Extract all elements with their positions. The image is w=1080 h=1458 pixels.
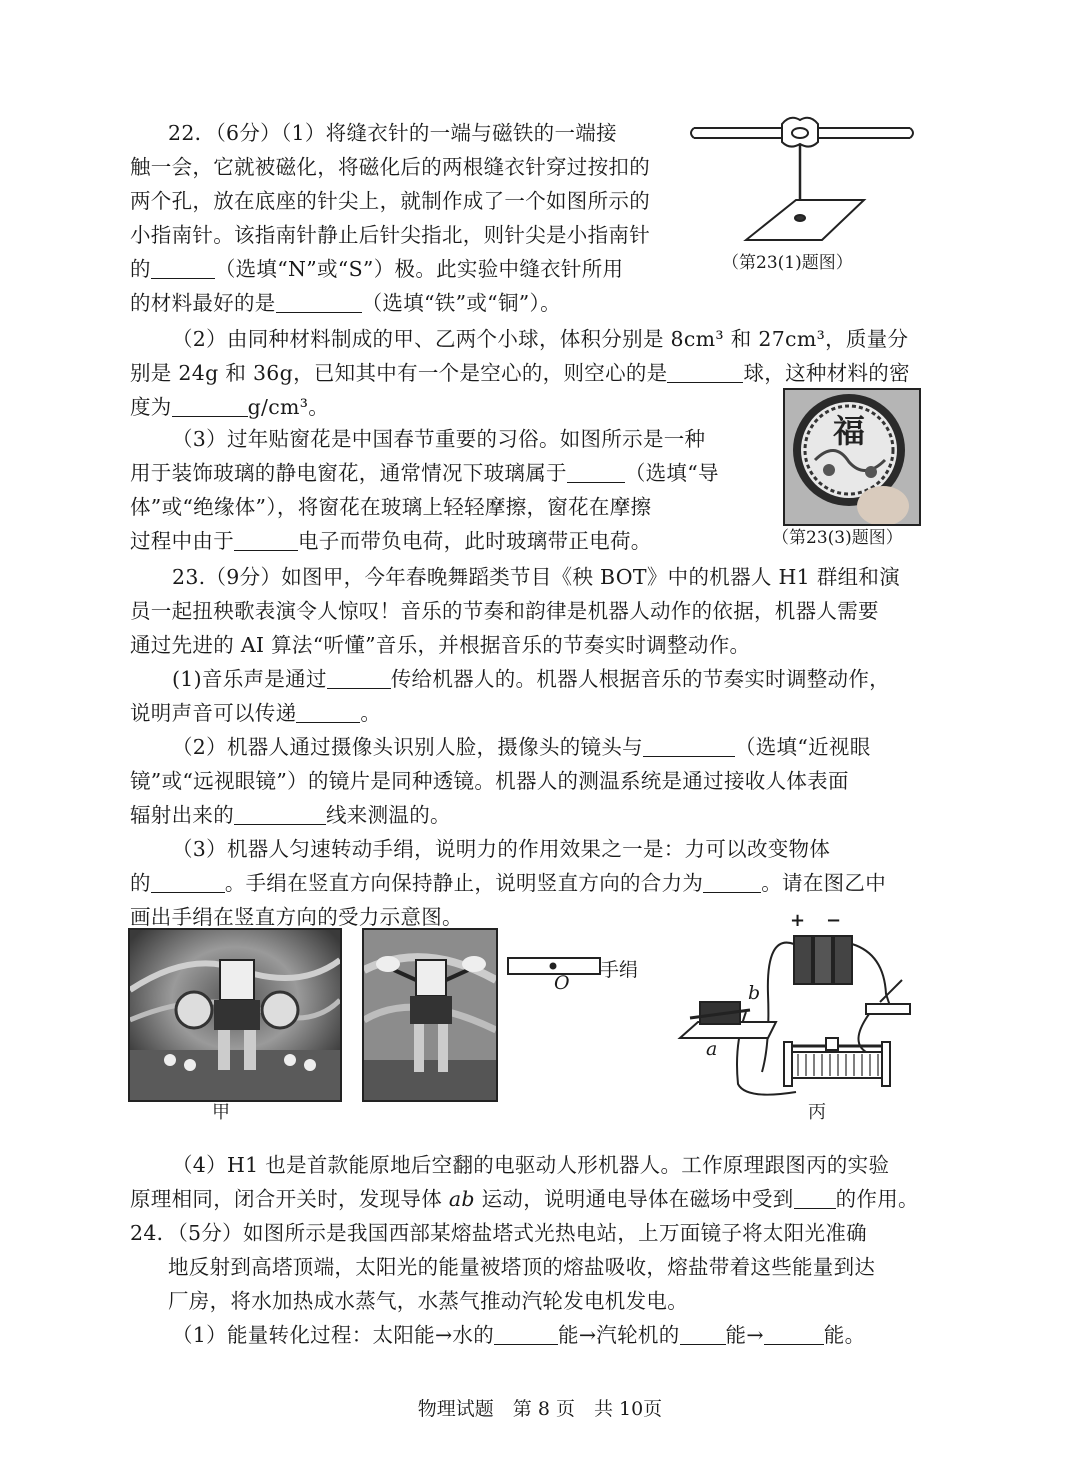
q22-text: g/cm³。 <box>247 395 330 419</box>
answer-blank-turbine-energy[interactable] <box>680 1322 726 1345</box>
answer-blank-material[interactable] <box>276 290 362 313</box>
answer-blank-net-force[interactable] <box>703 870 761 893</box>
q22-part2-line-2 <box>130 358 910 388</box>
q23-line-2: 员一起扭秧歌表演令人惊叹！音乐的节奏和韵律是机器人动作的依据，机器人需要 <box>130 599 879 623</box>
fu-character: 福 <box>833 412 866 450</box>
q23-text: 说明声音可以传递 <box>130 701 297 725</box>
answer-blank-final-energy[interactable] <box>764 1322 824 1345</box>
answer-blank-glass-type[interactable] <box>567 460 625 483</box>
q22-text: 用于装饰玻璃的静电窗花，通常情况下玻璃属于 <box>130 461 567 485</box>
q23-text: 的 <box>130 871 151 895</box>
battery-plus-label: + <box>790 910 806 931</box>
q22-part2-line-1: （2）由同种材料制成的甲、乙两个小球，体积分别是 8cm³ 和 27cm³，质量分 <box>172 327 909 351</box>
q22-line-5 <box>130 254 623 284</box>
q22-part3-line-3: 体”或“绝缘体”），将窗花在玻璃上轻轻摩擦，窗花在摩擦 <box>130 495 652 519</box>
q22-line-2: 触一会，它就被磁化，将磁化后的两根缝衣针穿过按扣的 <box>130 155 650 179</box>
q23-part3-line-2 <box>130 868 886 898</box>
conductor-b-label: b <box>748 982 761 1004</box>
figure-label-bing: 丙 <box>808 1102 826 1123</box>
q23-part1-line-1 <box>172 664 890 694</box>
q23-part2-line-2: 镜”或“远视眼镜”）的镜片是同种透镜。机器人的测温系统是通过接收人体表面 <box>130 769 849 793</box>
q23-line-1: 23.（9分）如图甲，今年春晚舞蹈类节目《秧 BOT》中的机器人 H1 群组和演 <box>172 565 901 589</box>
q22-text: 电子而带负电荷，此时玻璃带正电荷。 <box>298 529 652 553</box>
page-footer: 物理试题 第 8 页 共 10页 <box>417 1398 663 1420</box>
answer-blank-pole[interactable] <box>151 256 215 279</box>
q23-text: 原理相同，闭合开关时，发现导体 <box>130 1187 449 1211</box>
q23-text: （选填“近视眼 <box>734 735 871 759</box>
q22-text: 别是 24g 和 36g，已知其中有一个是空心的，则空心的是 <box>130 361 668 385</box>
window-flower-photo <box>783 388 921 526</box>
q23-line-3: 通过先进的 AI 算法“听懂”音乐，并根据音乐的节奏实时调整动作。 <box>130 633 751 657</box>
answer-blank-ray-type[interactable] <box>234 802 326 825</box>
figure-label-jia: 甲 <box>212 1102 230 1123</box>
q23-text: 。 <box>360 701 382 725</box>
q23-part3-line-1: （3）机器人匀速转动手绢，说明力的作用效果之一是：力可以改变物体 <box>172 837 831 861</box>
q22-part3-line-1: （3）过年贴窗花是中国春节重要的习俗。如图所示是一种 <box>172 427 706 451</box>
q24-line-1: 24．（5分）如图所示是我国西部某熔盐塔式光热电站，上万面镜子将太阳光准确 <box>130 1221 867 1245</box>
battery-minus-label: − <box>826 910 842 931</box>
q23-text: 线来测温的。 <box>326 803 451 827</box>
q24-text: 能→汽轮机的 <box>558 1323 680 1347</box>
q22-part2-line-3 <box>130 392 329 422</box>
q23-text: 辐射出来的 <box>130 803 234 827</box>
q23-text: (1)音乐声是通过 <box>172 667 327 691</box>
q24-text: 能→ <box>725 1323 764 1347</box>
q22-text: （选填“导 <box>624 461 719 485</box>
robot-handkerchief-photo-yi <box>362 928 498 1102</box>
q24-text: 能。 <box>823 1323 866 1347</box>
answer-blank-lens[interactable] <box>643 734 735 757</box>
q22-line-6 <box>130 288 561 318</box>
q23-text: 传给机器人的。机器人根据音乐的节奏实时调整动作， <box>390 667 890 691</box>
q24-text: （1）能量转化过程：太阳能→水的 <box>172 1323 495 1347</box>
q23-part4-line-2 <box>130 1184 919 1214</box>
q22-text: 度为 <box>130 395 172 419</box>
q22-line-4: 小指南针。该指南针静止后针尖指北，则针尖是小指南针 <box>130 223 650 247</box>
q22-line-3: 两个孔，放在底座的针尖上，就制作成了一个如图所示的 <box>130 189 650 213</box>
conductor-a-label: a <box>706 1038 718 1060</box>
answer-blank-motion-state[interactable] <box>151 870 225 893</box>
q22-text: 球，这种材料的密 <box>743 361 910 385</box>
handkerchief-label: 手绢 <box>600 959 639 981</box>
answer-blank-electrons[interactable] <box>234 528 298 551</box>
answer-blank-medium[interactable] <box>327 666 391 689</box>
figure-caption-23-1: （第23(1)题图） <box>722 253 853 273</box>
q23-text: （2）机器人通过摄像头识别人脸，摄像头的镜头与 <box>172 735 643 759</box>
q22-line-1: 22．（6分）（1）将缝衣针的一端与磁铁的一端接 <box>168 121 617 145</box>
answer-blank-density[interactable] <box>172 394 248 417</box>
point-o-label: O <box>554 972 570 994</box>
q22-part3-line-2 <box>130 458 719 488</box>
answer-blank-water-energy[interactable] <box>494 1322 558 1345</box>
answer-blank-sound-carries[interactable] <box>296 700 360 723</box>
q22-text: 的 <box>130 257 151 281</box>
q23-text: 。手绢在竖直方向保持静止，说明竖直方向的合力为 <box>224 871 704 895</box>
answer-blank-force[interactable] <box>794 1186 836 1209</box>
q22-text: 的材料最好的是 <box>130 291 276 315</box>
q23-text: 的作用。 <box>835 1187 919 1211</box>
q22-text: （选填“N”或“S”）极。此实验中缝衣针所用 <box>214 257 624 281</box>
q22-part3-line-4 <box>130 526 652 556</box>
q22-text: （选填“铁”或“铜”）。 <box>361 291 561 315</box>
conductor-ab-text: ab <box>448 1187 475 1211</box>
robot-dance-photo-jia <box>128 928 342 1102</box>
q23-part1-line-2 <box>130 698 381 728</box>
q23-text: 运动，说明通电导体在磁场中受到 <box>474 1187 794 1211</box>
q23-text: 。请在图乙中 <box>761 871 887 895</box>
q23-part4-line-1: （4）H1 也是首款能原地后空翻的电驱动人形机器人。工作原理跟图丙的实验 <box>172 1153 890 1177</box>
q23-part2-line-1 <box>172 732 871 762</box>
q22-text: 过程中由于 <box>130 529 234 553</box>
q24-line-3: 厂房，将水加热成水蒸气，水蒸气推动汽轮发电机发电。 <box>168 1289 688 1313</box>
compass-needle-figure <box>686 112 922 250</box>
motor-circuit-diagram-bing <box>676 914 932 1104</box>
answer-blank-hollow-ball[interactable] <box>667 360 743 383</box>
q24-line-2: 地反射到高塔顶端，太阳光的能量被塔顶的熔盐吸收，熔盐带着这些能量到达 <box>168 1255 876 1279</box>
figure-caption-23-3: （第23(3)题图） <box>772 528 903 548</box>
q23-part2-line-3 <box>130 800 451 830</box>
q24-part1-line <box>172 1320 865 1350</box>
q23-part3-line-3: 画出手绢在竖直方向的受力示意图。 <box>130 905 463 929</box>
